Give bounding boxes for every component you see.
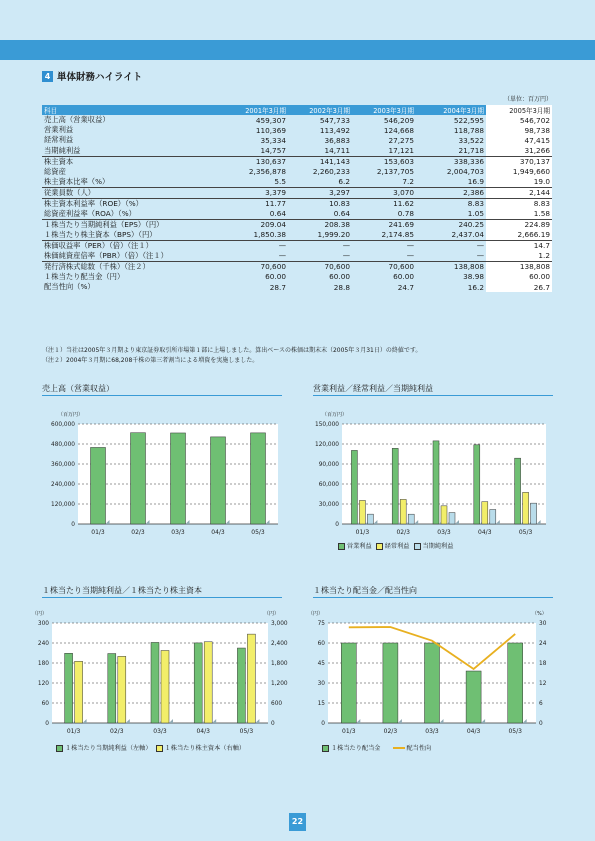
bar <box>118 656 126 723</box>
chart-3-title: １株当たり当期純利益／１株当たり株主資本 <box>42 586 202 595</box>
table-row <box>42 261 552 272</box>
financial-highlights-table <box>42 105 552 292</box>
table-cell: 241.69 <box>352 219 416 230</box>
table-cell: 3,297 <box>288 187 352 198</box>
table-cell: 2,004,703 <box>446 167 484 177</box>
table-cell: 14,711 <box>324 146 350 156</box>
table-cell: — <box>288 240 352 251</box>
x-tick-label: 03/3 <box>437 529 451 536</box>
bar <box>433 441 439 524</box>
x-tick-label: 01/3 <box>91 529 105 536</box>
y-tick-label: 30 <box>317 681 325 687</box>
table-cell: 124,668 <box>383 125 414 135</box>
row-label: 売上高（営業収益） <box>44 115 110 125</box>
legend-operating: 営業利益 <box>338 541 372 550</box>
row-label: 株主資本比率（%） <box>44 176 110 186</box>
table-cell: 98,738 <box>486 125 552 135</box>
bar <box>75 661 83 723</box>
table-cell: 370,137 <box>486 156 552 167</box>
table-cell: 14,757 <box>260 146 286 156</box>
legend-ordinary: 経常利益 <box>376 541 410 550</box>
table-cell: 2,386 <box>416 187 486 198</box>
table-header-cell: 2004年3月期 <box>416 105 486 115</box>
legend-net: 当期純利益 <box>414 541 454 550</box>
note-2: （注２）2004年３月期に68,208千株の第三者割当による増資を実施しました。 <box>42 357 259 364</box>
table-cell: 3,070 <box>352 187 416 198</box>
row-label: 配当性向（%） <box>44 282 95 292</box>
y-tick-label: 60 <box>317 641 325 647</box>
table-cell: 31,266 <box>486 146 552 157</box>
table-cell: 14.7 <box>486 240 552 251</box>
bar <box>449 513 455 524</box>
table-cell: 38.98 <box>463 272 484 282</box>
legend-payout: 配当性向 <box>393 743 432 752</box>
chart-1-rule <box>42 395 282 396</box>
chart-sales <box>30 405 285 545</box>
bar <box>341 643 356 723</box>
table-cell: 28.8 <box>333 282 350 292</box>
row-label: 経常利益 <box>44 135 74 145</box>
y-tick-label: 360,000 <box>51 462 75 468</box>
table-cell: 546,702 <box>486 115 552 125</box>
bar <box>237 648 245 723</box>
table-cell: 0.64 <box>269 209 286 219</box>
bar <box>204 642 212 723</box>
row-label: 発行済株式総数（千株）（注２） <box>42 261 220 272</box>
table-row <box>42 115 552 125</box>
row-label: 総資産 <box>44 166 66 176</box>
x-tick-label: 01/3 <box>66 728 81 735</box>
legend-bps: １株当たり株主資本（右軸） <box>156 743 245 752</box>
y-tick-label: 75 <box>317 621 325 627</box>
table-cell: 2,666.19 <box>486 230 552 241</box>
chart-eps-bps <box>30 608 290 743</box>
table-cell: — <box>342 251 350 261</box>
table-cell: 7.2 <box>402 177 414 187</box>
table-cell: 47,415 <box>486 135 552 145</box>
y-tick-label: 0 <box>45 721 49 727</box>
y-tick-label-right: 6 <box>539 701 543 707</box>
table-cell: 2,137,705 <box>376 167 414 177</box>
table-cell: 28.7 <box>269 282 286 292</box>
table-cell: 138,808 <box>486 261 552 272</box>
y-tick-label: 15 <box>317 701 325 707</box>
x-tick-label: 01/3 <box>342 728 356 735</box>
x-tick-label: 02/3 <box>110 728 124 735</box>
legend-eps: １株当たり当期純利益（左軸） <box>56 743 152 752</box>
x-tick-label: 04/3 <box>196 728 210 735</box>
table-row <box>42 240 552 251</box>
row-label: １株当たり株主資本（BPS）（円） <box>44 229 157 239</box>
y-axis-label: （百万円） <box>322 412 348 418</box>
table-cell: 1,999.20 <box>317 230 350 240</box>
table-cell: 138,808 <box>416 261 486 272</box>
table-header-cell: 2001年3月期 <box>220 105 288 115</box>
table-cell: 113,492 <box>319 125 350 135</box>
y-tick-label-right: 2,400 <box>271 641 288 647</box>
table-cell: 546,209 <box>383 115 414 125</box>
chart-profits <box>300 405 555 545</box>
table-cell: 33,522 <box>458 135 484 145</box>
table-cell: 26.7 <box>486 282 552 292</box>
table-cell: 27,275 <box>388 135 414 145</box>
table-cell: 8.83 <box>416 198 486 209</box>
y-tick-label: 480,000 <box>51 442 75 448</box>
y-tick-label-right: 12 <box>539 681 547 687</box>
y-tick-label-right: 0 <box>539 721 543 727</box>
table-cell: 522,595 <box>453 115 484 125</box>
table-cell: 11.77 <box>220 198 288 209</box>
table-cell: 60.00 <box>486 272 552 282</box>
legend-dividend: １株当たり配当金 <box>322 743 381 752</box>
table-row <box>42 125 552 135</box>
bar <box>161 651 169 723</box>
table-cell: 110,369 <box>255 125 286 135</box>
bar <box>211 437 226 524</box>
bar <box>523 492 529 524</box>
bar <box>490 510 496 524</box>
table-cell: 2,260,233 <box>312 167 350 177</box>
chart-4-rule <box>313 597 553 598</box>
table-cell: 1.58 <box>486 209 552 220</box>
chart-3-rule <box>42 597 282 598</box>
table-cell: 11.62 <box>352 198 416 209</box>
table-cell: — <box>220 240 288 251</box>
page-number: 22 <box>289 813 306 831</box>
table-header-cell: 2003年3月期 <box>352 105 416 115</box>
bar <box>251 433 266 524</box>
table-cell: 21,718 <box>458 146 484 156</box>
y-tick-label: 600,000 <box>51 422 75 428</box>
table-cell: 224.89 <box>486 219 552 230</box>
table-row <box>42 272 552 282</box>
y-tick-label: 0 <box>321 721 325 727</box>
x-tick-label: 04/3 <box>211 529 225 536</box>
note-1: （注１）当社は2005年３月期より東京証券取引所市場第１部に上場しました。算出ベースの株価は期末末（2005年３月31日）の終値です。 <box>42 347 422 354</box>
y-tick-label: 150,000 <box>315 422 339 428</box>
table-cell: 2,437.04 <box>451 230 484 240</box>
row-label: 総資産利益率（ROA）（%） <box>44 208 136 218</box>
table-cell: 141,143 <box>288 156 352 167</box>
table-cell: 153,603 <box>352 156 416 167</box>
table-cell: 0.64 <box>333 209 350 219</box>
x-tick-label: 02/3 <box>396 529 410 536</box>
table-cell: 10.83 <box>288 198 352 209</box>
chart-4-title: １株当たり配当金／配当性向 <box>313 586 417 595</box>
table-cell: 17,121 <box>388 146 414 156</box>
y-tick-label: 60 <box>41 701 49 707</box>
y-tick-label: 120,000 <box>51 502 75 508</box>
bar <box>151 642 159 723</box>
section-title <box>42 69 142 83</box>
x-tick-label: 02/3 <box>131 529 145 536</box>
table-cell: 70,600 <box>288 261 352 272</box>
y-tick-label: 45 <box>317 661 325 667</box>
bar <box>408 514 414 524</box>
y-tick-label: 0 <box>71 522 75 528</box>
table-cell: 3,379 <box>220 187 288 198</box>
bar <box>482 502 488 524</box>
row-label: 株主資本利益率（ROE）（%） <box>42 198 220 209</box>
row-label: 従業員数（人） <box>42 187 220 198</box>
y-tick-label-right: 600 <box>271 701 283 707</box>
table-cell: 2,144 <box>486 187 552 198</box>
table-cell: 1,850.38 <box>253 230 286 240</box>
bar <box>383 643 398 723</box>
bar <box>515 458 521 524</box>
x-tick-label: 02/3 <box>383 728 398 735</box>
row-label: １株当たり配当金（円） <box>44 271 125 281</box>
x-tick-label: 03/3 <box>153 728 167 735</box>
section-title-text: 単体財務ハイライト <box>57 72 143 83</box>
y-tick-label: 120,000 <box>315 442 339 448</box>
table-row <box>42 156 552 167</box>
row-label: 営業利益 <box>44 125 74 135</box>
chart-2-title: 営業利益／経常利益／当期純利益 <box>313 384 433 393</box>
x-tick-label: 03/3 <box>425 728 439 735</box>
y-tick-label: 300 <box>37 621 49 627</box>
bar <box>171 433 186 524</box>
row-label: 株主資本 <box>42 156 220 167</box>
table-cell: 208.38 <box>288 219 352 230</box>
table-row <box>42 219 552 230</box>
bar <box>531 503 537 524</box>
plot-area <box>52 623 268 723</box>
y-tick-label: 240 <box>37 641 49 647</box>
x-tick-label: 05/3 <box>508 728 522 735</box>
y-tick-label: 90,000 <box>318 462 339 468</box>
table-header-cell: 2005年3月期 <box>486 105 552 115</box>
bar <box>351 450 357 524</box>
table-cell: 16.9 <box>467 177 484 187</box>
y-tick-label: 0 <box>335 522 339 528</box>
table-row <box>42 209 552 220</box>
y-axis-label: （円） <box>308 611 324 617</box>
table-cell: 16.2 <box>467 282 484 292</box>
x-tick-label: 05/3 <box>251 529 265 536</box>
table-header-cell: 科目 <box>42 105 220 115</box>
table-cell: 0.78 <box>397 209 414 219</box>
x-tick-label: 05/3 <box>518 529 533 536</box>
table-cell: 70,600 <box>352 261 416 272</box>
table-cell: 118,788 <box>453 125 484 135</box>
y-tick-label-right: 18 <box>539 661 547 667</box>
y-tick-label-right: 0 <box>271 721 275 727</box>
table-row <box>42 177 552 188</box>
y-tick-label-right: 3,000 <box>271 621 288 627</box>
bar <box>425 643 440 723</box>
table-cell: 1.2 <box>486 251 552 262</box>
table-cell: 60.00 <box>393 272 414 282</box>
bar <box>108 654 116 723</box>
table-cell: 19.0 <box>486 177 552 188</box>
table-cell: 130,637 <box>220 156 288 167</box>
y-tick-label: 120 <box>37 681 49 687</box>
table-row <box>42 282 552 292</box>
row-label: 株価収益率（PER）（倍）（注１） <box>42 240 220 251</box>
y-axis-label-right: （%） <box>532 611 547 617</box>
table-cell: — <box>352 240 416 251</box>
x-tick-label: 03/3 <box>171 529 185 536</box>
table-unit: （単位：百万円） <box>503 96 552 103</box>
table-header-row <box>42 105 552 115</box>
bar <box>194 643 202 723</box>
section-number: 4 <box>42 71 53 82</box>
y-tick-label: 180 <box>37 661 49 667</box>
table-cell: 24.7 <box>397 282 414 292</box>
y-tick-label: 30,000 <box>318 502 339 508</box>
table-cell: 35,334 <box>260 135 286 145</box>
table-cell: 1.05 <box>467 209 484 219</box>
row-label: 当期純利益 <box>44 145 81 155</box>
chart-2-rule <box>313 395 553 396</box>
table-cell: — <box>406 251 414 261</box>
row-label: 株価純資産倍率（PBR）（倍）（注１） <box>44 250 168 260</box>
bar <box>131 433 146 524</box>
y-axis-label-right: （円） <box>264 611 280 617</box>
y-axis-label: （百万円） <box>58 412 84 418</box>
row-label: １株当たり当期純利益（EPS）（円） <box>42 219 220 230</box>
x-tick-label: 05/3 <box>239 728 254 735</box>
table-cell: 6.2 <box>338 177 350 187</box>
bar <box>466 671 481 723</box>
y-tick-label: 240,000 <box>51 482 75 488</box>
table-row <box>42 167 552 177</box>
table-cell: 60.00 <box>329 272 350 282</box>
table-cell: — <box>278 251 286 261</box>
bar <box>400 499 406 524</box>
table-cell: 60.00 <box>265 272 286 282</box>
table-cell: 338,336 <box>416 156 486 167</box>
bar <box>247 634 255 723</box>
y-tick-label-right: 1,800 <box>271 661 288 667</box>
y-tick-label: 60,000 <box>318 482 339 488</box>
table-cell: 5.5 <box>274 177 286 187</box>
table-cell: — <box>416 240 486 251</box>
table-cell: 240.25 <box>416 219 486 230</box>
table-cell: — <box>476 251 484 261</box>
bar <box>474 445 480 524</box>
chart-4-legend <box>322 743 431 752</box>
table-cell: 70,600 <box>220 261 288 272</box>
table-cell: 2,174.85 <box>381 230 414 240</box>
table-row <box>42 135 552 145</box>
bar <box>441 506 447 524</box>
y-tick-label-right: 24 <box>539 641 547 647</box>
table-cell: 2,356,878 <box>248 167 286 177</box>
table-row <box>42 251 552 262</box>
chart-2-legend <box>338 541 453 550</box>
chart-1-title: 売上高（営業収益） <box>42 384 114 393</box>
table-row <box>42 198 552 209</box>
bar <box>392 448 398 524</box>
bar <box>359 500 365 524</box>
table-header-cell: 2002年3月期 <box>288 105 352 115</box>
bar <box>91 447 106 524</box>
table-cell: 8.83 <box>486 198 552 209</box>
table-row <box>42 146 552 157</box>
bar <box>65 653 73 723</box>
table-row <box>42 187 552 198</box>
table-notes <box>42 346 421 366</box>
bar <box>367 514 373 524</box>
table-row <box>42 230 552 241</box>
header-band <box>0 40 595 60</box>
y-tick-label-right: 30 <box>539 621 547 627</box>
x-tick-label: 04/3 <box>466 728 481 735</box>
chart-dividend <box>300 608 560 743</box>
x-tick-label: 04/3 <box>478 529 492 536</box>
y-axis-label: （円） <box>32 611 48 617</box>
table-cell: 209.04 <box>220 219 288 230</box>
y-tick-label-right: 1,200 <box>271 681 288 687</box>
bar <box>508 643 523 723</box>
table-cell: 459,307 <box>255 115 286 125</box>
table-cell: 547,733 <box>319 115 350 125</box>
table-cell: 36,883 <box>324 135 350 145</box>
table-cell: 1,949,660 <box>486 167 552 177</box>
chart-3-legend <box>56 743 245 752</box>
x-tick-label: 01/3 <box>355 529 370 536</box>
